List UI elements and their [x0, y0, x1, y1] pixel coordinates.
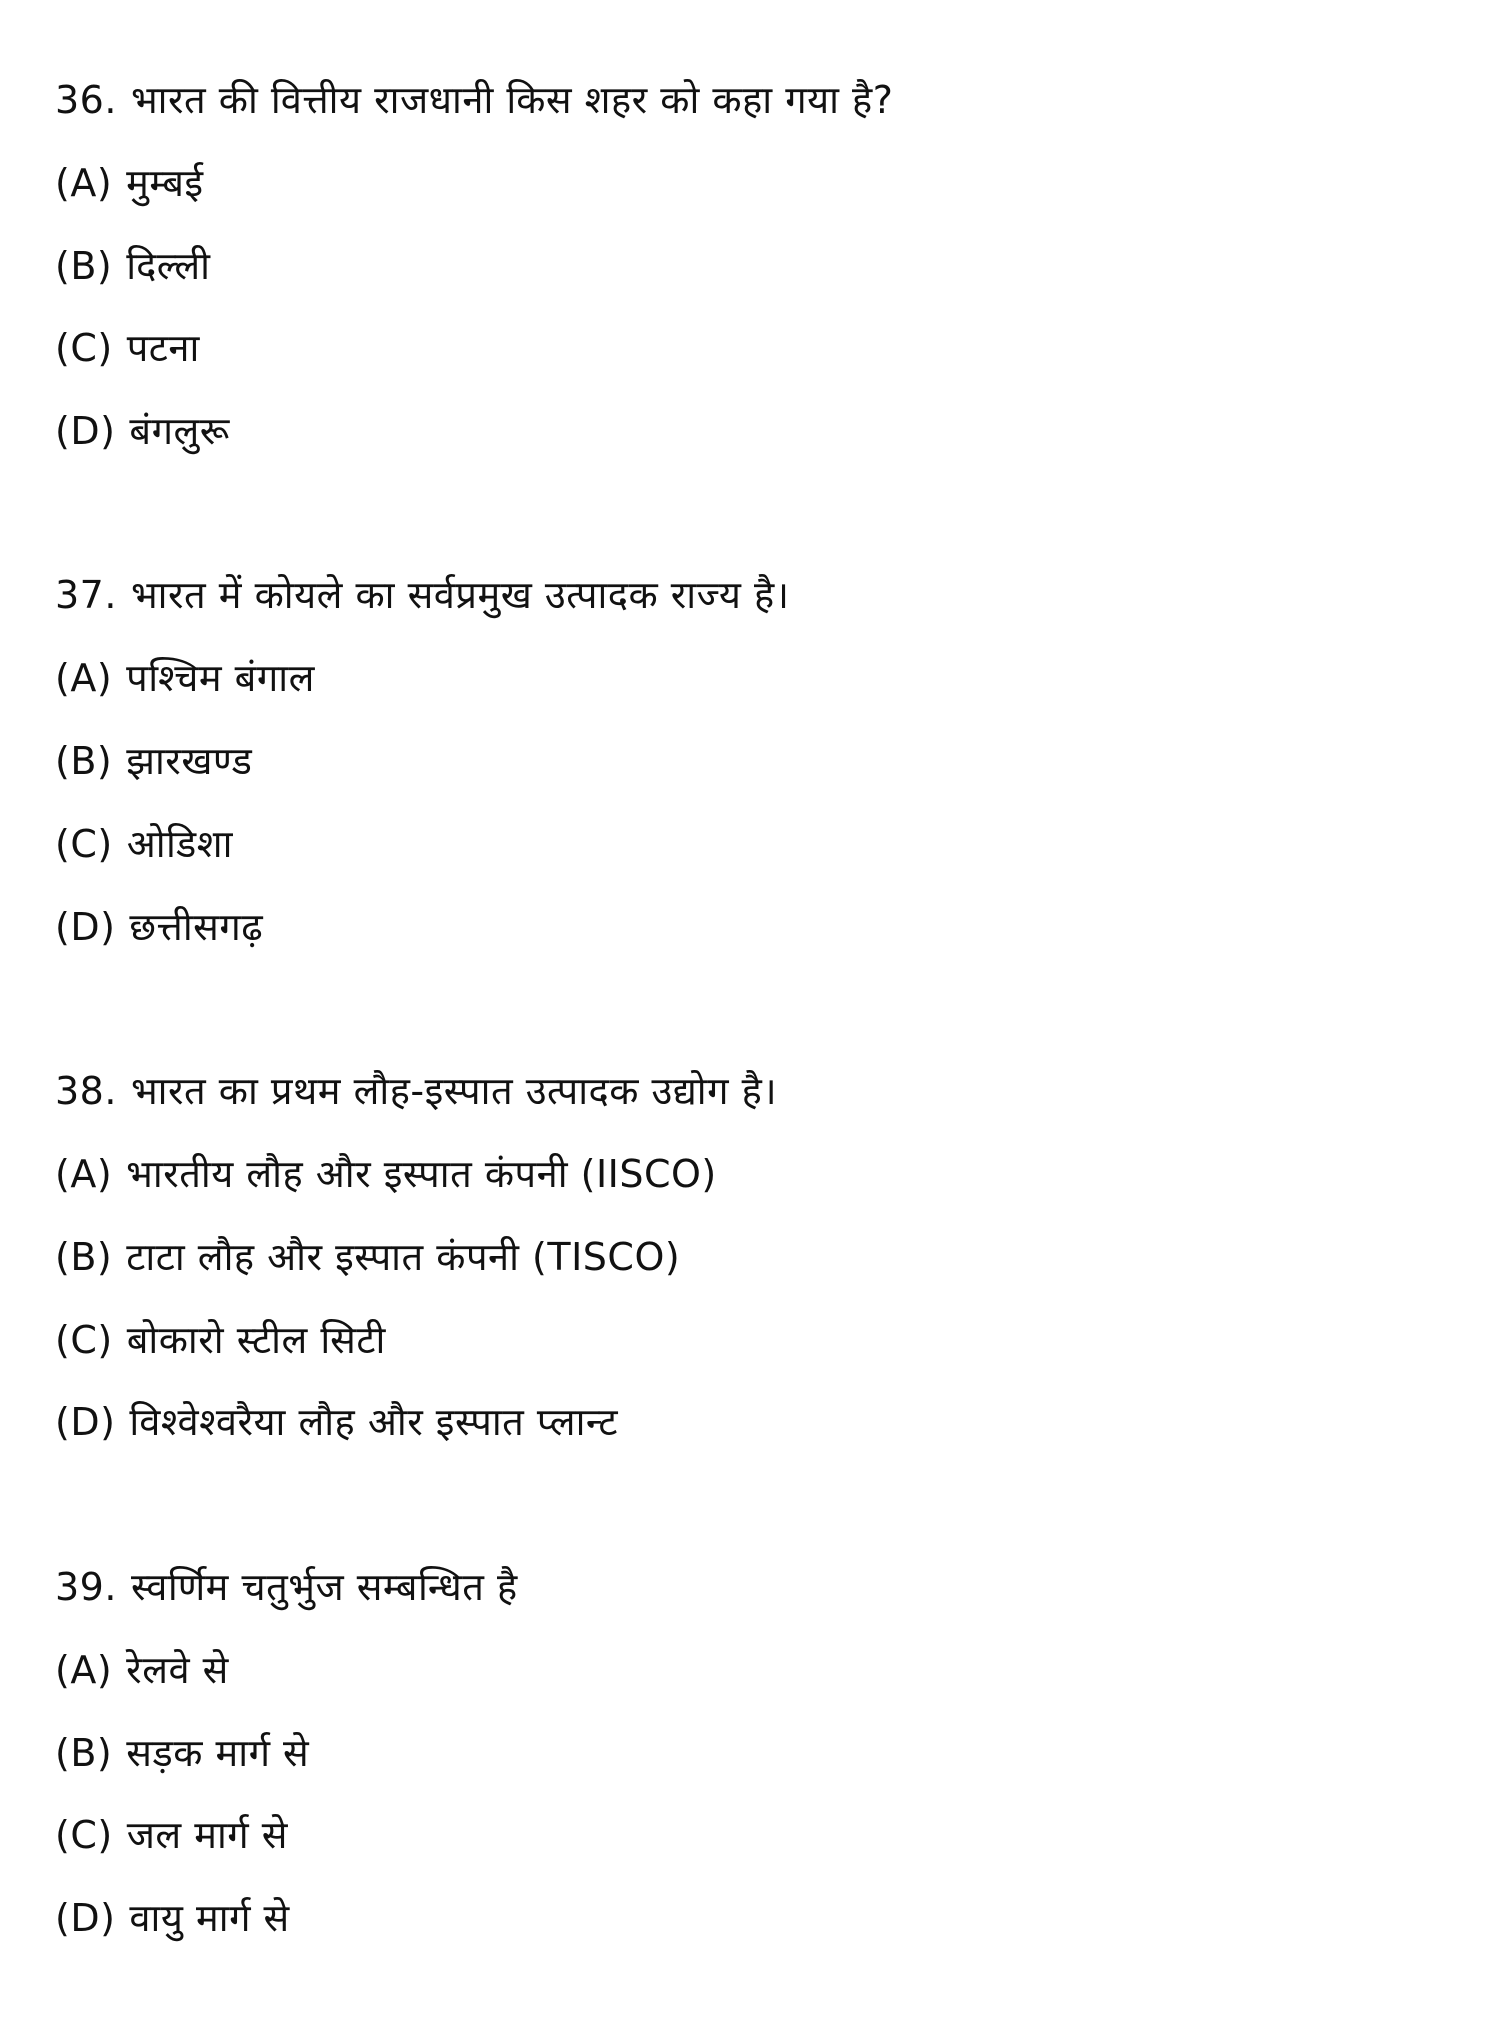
option-letter: (C) [55, 1813, 113, 1857]
option-letter: (A) [55, 161, 113, 205]
option-letter: (B) [55, 1731, 113, 1775]
option-text: वायु मार्ग से [129, 1896, 290, 1940]
option-letter: (A) [55, 656, 113, 700]
option-37-a [55, 653, 315, 703]
option-36-d [55, 406, 230, 456]
option-39-d [55, 1893, 290, 1943]
option-letter: (A) [55, 1648, 113, 1692]
question-37 [55, 570, 790, 620]
option-36-c [55, 323, 200, 373]
question-number: 37. [55, 573, 117, 617]
option-text: पश्चिम बंगाल [126, 656, 315, 700]
option-text: भारतीय लौह और इस्पात कंपनी (IISCO) [126, 1152, 717, 1196]
option-text: दिल्ली [126, 244, 211, 288]
option-letter: (A) [55, 1152, 113, 1196]
option-36-b [55, 241, 211, 291]
option-letter: (B) [55, 739, 113, 783]
option-text: रेलवे से [126, 1648, 229, 1692]
option-letter: (C) [55, 822, 113, 866]
option-letter: (D) [55, 409, 116, 453]
option-letter: (D) [55, 1400, 116, 1444]
option-text: विश्वेश्वरैया लौह और इस्पात प्लान्ट [129, 1400, 618, 1444]
option-text: झारखण्ड [126, 739, 253, 783]
option-text: ओडिशा [126, 822, 233, 866]
option-letter: (C) [55, 326, 113, 370]
option-text: पटना [126, 326, 200, 370]
option-39-a [55, 1645, 229, 1695]
option-38-b [55, 1232, 680, 1282]
option-letter: (D) [55, 1896, 116, 1940]
question-39 [55, 1562, 518, 1612]
option-text: सड़क मार्ग से [126, 1731, 310, 1775]
option-39-b [55, 1728, 309, 1778]
option-letter: (C) [55, 1318, 113, 1362]
option-37-b [55, 736, 252, 786]
option-38-d [55, 1397, 618, 1447]
option-text: मुम्बई [126, 161, 204, 205]
option-36-a [55, 158, 204, 208]
option-text: जल मार्ग से [126, 1813, 288, 1857]
option-39-c [55, 1810, 288, 1860]
option-text: बोकारो स्टील सिटी [126, 1318, 386, 1362]
option-letter: (B) [55, 244, 113, 288]
question-text: स्वर्णिम चतुर्भुज सम्बन्धित है [130, 1565, 518, 1609]
option-37-c [55, 819, 233, 869]
question-36 [55, 75, 893, 125]
option-text: टाटा लौह और इस्पात कंपनी (TISCO) [126, 1235, 681, 1279]
question-number: 38. [55, 1069, 117, 1113]
option-text: छत्तीसगढ़ [129, 905, 264, 949]
option-text: बंगलुरू [129, 409, 230, 453]
option-37-d [55, 902, 263, 952]
option-38-a [55, 1149, 717, 1199]
question-text: भारत का प्रथम लौह-इस्पात उत्पादक उद्योग है। [130, 1069, 778, 1113]
option-letter: (B) [55, 1235, 113, 1279]
question-number: 39. [55, 1565, 117, 1609]
question-number: 36. [55, 78, 117, 122]
option-letter: (D) [55, 905, 116, 949]
question-38 [55, 1066, 777, 1116]
question-text: भारत में कोयले का सर्वप्रमुख उत्पादक राज्य है। [130, 573, 790, 617]
question-text: भारत की वित्तीय राजधानी किस शहर को कहा गया है? [130, 78, 894, 122]
option-38-c [55, 1315, 386, 1365]
